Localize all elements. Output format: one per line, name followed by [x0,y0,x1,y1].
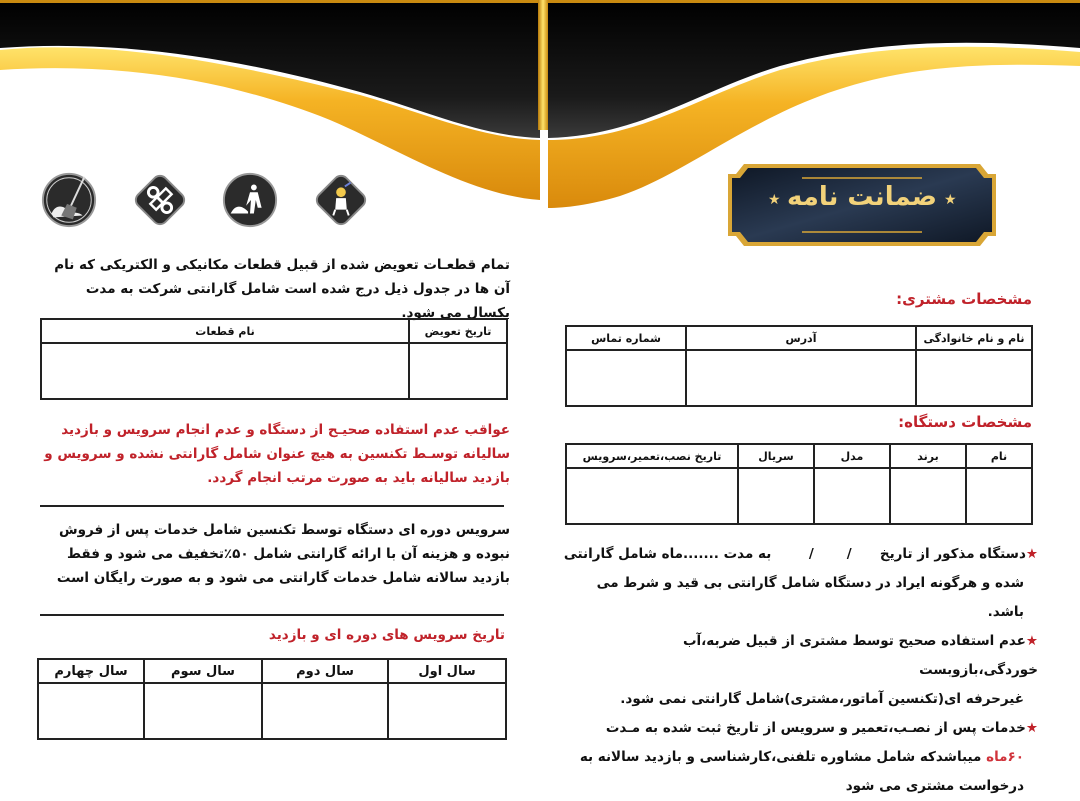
column-header-full-name: نام و نام خانوادگی [916,326,1032,350]
warranty-terms-list [563,540,1038,801]
page-title: ضمانت نامه [786,182,938,212]
term-text: میباشدکه شامل مشاوره تلفنی،کارشناسی و بازدید سالانه به [579,749,987,765]
replaced-parts-table [40,318,508,400]
phone-cell[interactable] [566,350,686,406]
warranty-term-item [568,627,1038,685]
star-icon: ★ [944,192,957,208]
device-name-cell[interactable] [966,468,1032,524]
year-3-cell[interactable] [144,683,262,739]
column-header-install-repair-service-date: تاریخ نصب،تعمیر،سرویس [566,444,738,468]
cleaning-service-icon [40,171,98,229]
year-2-cell[interactable] [262,683,388,739]
column-header-year-1: سال اول [388,659,506,683]
warranty-term-item [563,540,1038,569]
construction-worker-icon [221,171,279,229]
term-text-continuation [568,743,1038,772]
address-cell[interactable] [686,350,916,406]
service-icons-row [40,168,370,232]
part-name-cell[interactable] [41,343,409,399]
column-header-year-2: سال دوم [262,659,388,683]
service-paragraph: سرویس دوره ای دستگاه توسط تکنسین شامل خدمات پس از فروش نبوده و هزینه آن با ارائه گارانتی شامل ۵۰٪تخفیف می شود و فقط بازدید سالانه شامل خدمات گارانتی می شود و به صورت رایگان است [56,522,510,586]
model-cell[interactable] [814,468,890,524]
column-header-part-name: نام قطعات [41,319,409,343]
brand-cell[interactable] [890,468,966,524]
red-star-icon: ★ [1025,720,1038,736]
term-text: دستگاه مذکور از تاریخ / / به مدت .......ماه شامل گارانتی [563,546,1026,562]
full-name-cell[interactable] [916,350,1032,406]
term-text-continuation: درخواست مشتری می شود [845,778,1024,794]
warranty-duration-highlight: ۶۰ماه [986,749,1024,765]
term-text: عدم استفاده صحیح توسط مشتری از قبیل ضربه،آب خوردگی،بازوبست [682,633,1038,678]
year-1-cell[interactable] [388,683,506,739]
device-info-table [565,443,1033,525]
column-header-serial: سریال [738,444,814,468]
column-header-model: مدل [814,444,890,468]
column-header-year-4: سال چهارم [38,659,144,683]
repairman-icon [312,171,370,229]
install-date-cell[interactable] [566,468,738,524]
intro-paragraph: تمام قطعـات تعویض شده از قبیل قطعات مکانیکی و الکتریکی که نام آن ها در جدول ذیل درج شده است شامل گارانتی شرکت به مدت یکسال می شود. [54,257,510,321]
column-header-address: آدرس [686,326,916,350]
serial-cell[interactable] [738,468,814,524]
star-icon: ★ [768,192,781,208]
warranty-title-badge [722,158,1002,252]
year-4-cell[interactable] [38,683,144,739]
term-text: خدمات پس از نصـب،تعمیر و سرویس از تاریخ ثبت شده به مـدت [605,720,1026,736]
term-text-continuation: غیرحرفه ای(تکنسین آماتور،مشتری)شامل گارانتی نمی شود. [620,691,1024,707]
term-text-continuation: شده و هرگونه ایراد در دستگاه شامل گارانتی بی قید و شرط می باشد. [596,575,1024,620]
customer-info-table [565,325,1033,407]
column-header-year-3: سال سوم [144,659,262,683]
red-star-icon: ★ [1025,633,1038,649]
service-years-table [37,658,507,740]
left-page [0,0,540,769]
replace-date-cell[interactable] [409,343,507,399]
device-info-title: مشخصات دستگاه: [898,413,1032,431]
column-header-phone: شماره تماس [566,326,686,350]
section-divider [40,614,504,616]
wrench-tools-icon [131,171,189,229]
warning-paragraph: عواقب عدم استفاده صحیـح از دستگاه و عدم انجام سرویس و بازدید سالیانه توسـط تکنسین به هیچ عنوان شامل گارانتی نشده و سرویس و بازدید سالیانه باید به صورت مرتب انجام گردد. [44,422,510,486]
warranty-term-item [568,714,1038,743]
customer-info-title: مشخصات مشتری: [896,290,1032,308]
column-header-replace-date: تاریخ تعویض [409,319,507,343]
red-star-icon: ★ [1025,546,1038,562]
service-dates-title: تاریخ سرویس های دوره ای و بازدید [268,627,505,643]
column-header-brand: برند [890,444,966,468]
section-divider [40,505,504,507]
column-header-device-name: نام [966,444,1032,468]
